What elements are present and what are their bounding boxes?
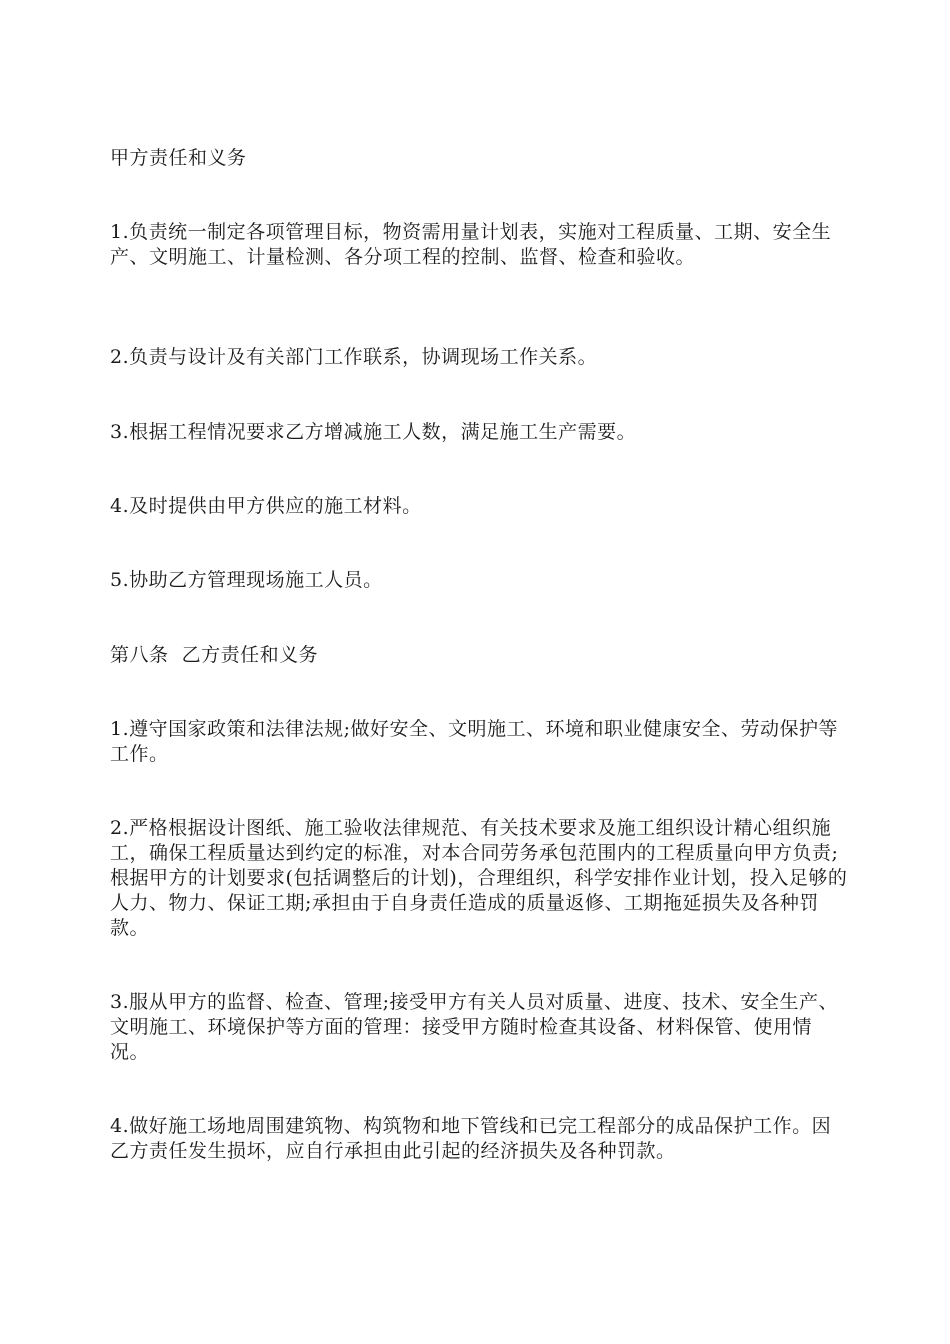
party-a-item-3: 3.根据工程情况要求乙方增减施工人数，满足施工生产需要。 [110, 421, 637, 443]
party-a-item-1: 1.负责统一制定各项管理目标，物资需用量计划表，实施对工程质量、工期、安全生产、文明施工、计量检测、各分项工程的控制、监督、检查和验收。 [110, 221, 832, 268]
party-a-heading: 甲方责任和义务 [110, 147, 247, 169]
party-b-item-3: 3.服从甲方的监督、检查、管理;接受甲方有关人员对质量、进度、技术、安全生产、文明施工、环境保护等方面的管理：接受甲方随时检查其设备、材料保管、使用情况。 [110, 991, 839, 1063]
party-a-item-5: 5.协助乙方管理现场施工人员。 [110, 569, 383, 591]
article-8-heading: 第八条 乙方责任和义务 [110, 644, 319, 666]
party-a-item-2: 2.负责与设计及有关部门工作联系，协调现场工作关系。 [110, 346, 598, 368]
party-b-item-4: 4.做好施工场地周围建筑物、构筑物和地下管线和已完工程部分的成品保护工作。因乙方责任发生损坏，应自行承担由此引起的经济损失及各种罚款。 [110, 1115, 832, 1162]
party-b-item-1: 1.遵守国家政策和法律法规;做好安全、文明施工、环境和职业健康安全、劳动保护等工作。 [110, 718, 839, 765]
party-a-item-4: 4.及时提供由甲方供应的施工材料。 [110, 495, 422, 517]
party-b-item-2: 2.严格根据设计图纸、施工验收法律规范、有关技术要求及施工组织设计精心组织施工，确保工程质量达到约定的标准，对本合同劳务承包范围内的工程质量向甲方负责;根据甲方的计划要求(包括调整后的计划)，合理组织，科学安排作业计划，投入足够的人力、物力、保证工期;承担由于自身责任造成的质量返修、工期拖延损失及各种罚款。 [110, 817, 848, 939]
